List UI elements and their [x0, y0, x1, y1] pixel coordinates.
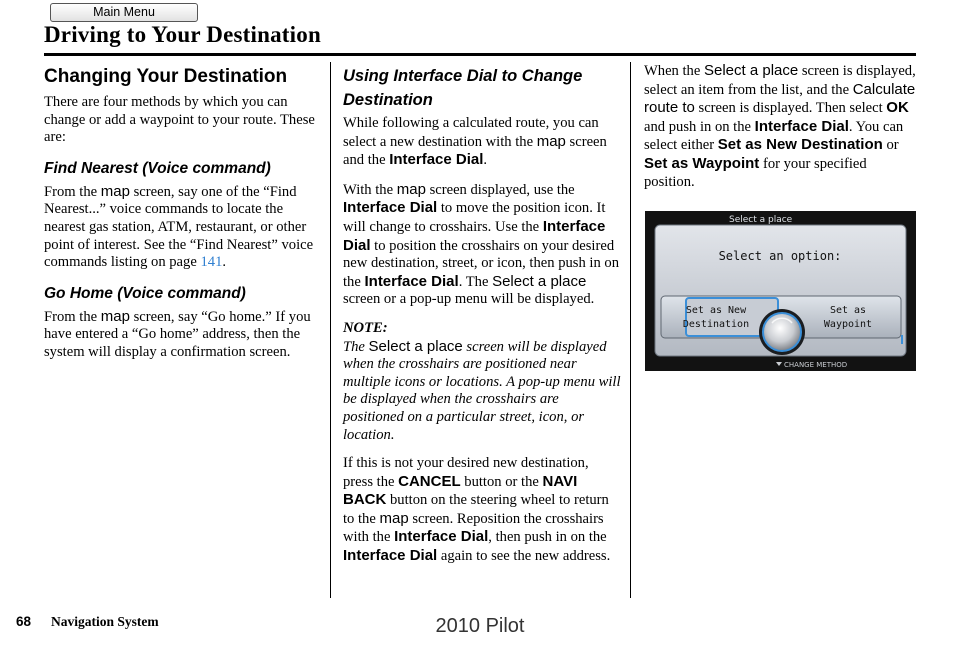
- footer-section-label: Navigation System: [51, 614, 159, 629]
- page-141-link[interactable]: 141: [200, 254, 223, 271]
- intro-paragraph: There are four methods by which you can change or add a waypoint to your route. These are:: [44, 94, 315, 146]
- title-rule: [44, 53, 916, 56]
- option-left-line2: Destination: [682, 319, 750, 330]
- subheading-go-home: Go Home (Voice command): [44, 284, 246, 302]
- subheading-find-nearest: Find Nearest (Voice command): [44, 159, 271, 177]
- page-number: 68: [16, 614, 32, 629]
- interface-dial-paragraph-1: While following a calculated route, you can select a new destination with the map screen and the Interface Dial.: [343, 115, 607, 169]
- screen-graphic: [645, 211, 916, 371]
- screen-prompt: Select an option:: [718, 249, 842, 263]
- interface-dial-paragraph-2: With the map screen displayed, use the Interface Dial to move the position icon. It will change to crosshairs. Use the Interface Dial to position the crosshairs on your desired new destination, street, or icon, then push in on the Interface Dial. The Select a place screen or a pop-up menu will be displayed.: [343, 180, 620, 308]
- edge-marker: [901, 335, 903, 344]
- change-method-label: CHANGE METHOD: [784, 361, 848, 369]
- note-text: The Select a place screen will be displayed when the crosshairs are positioned near multiple icons or locations. A pop-up menu will be displayed when the crosshairs are positioned on a particular street, icon, or location.: [343, 337, 621, 443]
- interface-dial-paragraph-3: If this is not your desired new destination, press the CANCEL button or the NAVI BACK button on the steering wheel to return to the map screen. Reposition the crosshairs with the Interface Dial, then push in on the Interface Dial again to see the new address.: [343, 455, 611, 565]
- column-2: [343, 62, 621, 577]
- watermark-text: 2010 Pilot: [435, 615, 525, 637]
- main-menu-button[interactable]: Main Menu: [50, 3, 198, 22]
- option-right-line1: Set as: [829, 305, 867, 316]
- navigation-screen-image: [645, 211, 916, 371]
- screen-top-text: Select a place: [729, 215, 793, 225]
- column-divider-1: [330, 62, 331, 598]
- page-title: Driving to Your Destination: [44, 22, 321, 47]
- option-right-line2: Waypoint: [823, 319, 873, 330]
- column-1: [44, 62, 322, 373]
- section-heading-interface-dial: Using Interface Dial to Change Destination: [343, 67, 583, 109]
- select-option-paragraph: When the Select a place screen is displayed, select an item from the list, and the Calculate route to screen is displayed. Then select OK and push in on the Interface Dial. You can select either Set as New Destination or Set as Waypoint for your specified position.: [644, 62, 916, 190]
- section-heading-changing-destination: Changing Your Destination: [44, 66, 288, 87]
- note-label: NOTE:: [343, 319, 388, 336]
- option-left-line1: Set as New: [685, 305, 747, 316]
- column-divider-2: [630, 62, 631, 598]
- go-home-paragraph: From the map screen, say “Go home.” If you have entered a “Go home” address, then the system will display a confirmation screen.: [44, 307, 311, 360]
- find-nearest-paragraph: From the map screen, say one of the “Find Nearest...” voice commands to locate the nearest gas station, ATM, restaurant, or other point of interest. See the “Find Nearest” voice commands listing on page 141.: [44, 182, 314, 271]
- note-block: [343, 320, 621, 444]
- column-3: [644, 62, 916, 202]
